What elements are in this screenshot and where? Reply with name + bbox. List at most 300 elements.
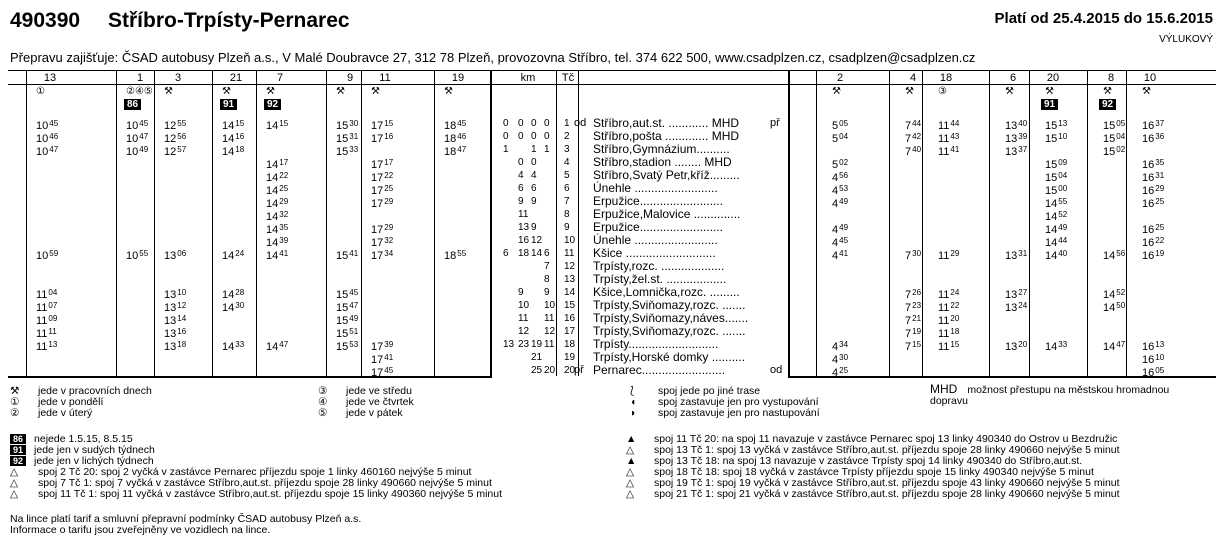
connection-note-icon: △ (626, 444, 635, 456)
trip-symbol: ① (36, 86, 45, 97)
stop-prefix-pr: př (574, 364, 584, 376)
stop-name: Únehle ......................... (593, 233, 718, 247)
departure-time: $14^{35}$ (266, 223, 289, 236)
departure-time: $18^{47}$ (444, 145, 467, 158)
legend-item (10, 408, 92, 419)
stop-name: Trpísty,Sviňomazy,náves....... (593, 311, 749, 325)
connection-note-icon: ▲ (626, 455, 637, 467)
km-value: 9 (531, 196, 537, 207)
mhd-text: možnost přestupu na městskou hromadnou dopravu (930, 384, 1170, 407)
stop-suffix-od: od (770, 364, 783, 376)
departure-time: $15^{41}$ (336, 249, 359, 262)
km-value: 18 (518, 248, 530, 259)
col-divider (26, 70, 27, 376)
departure-time: $14^{33}$ (1045, 340, 1068, 353)
departure-time: $15^{47}$ (336, 301, 359, 314)
left-box-bottom-edge (8, 376, 492, 378)
departure-time: $15^{10}$ (1045, 132, 1068, 145)
col-divider (212, 70, 213, 376)
col-divider (361, 70, 362, 376)
departure-time: $17^{17}$ (371, 158, 394, 171)
legend-item-icon: ⑤ (318, 407, 328, 419)
tc-value: 5 (564, 170, 570, 181)
tc-value: 13 (564, 274, 576, 285)
connection-note-icon: △ (10, 488, 19, 500)
departure-time: $14^{33}$ (222, 340, 245, 353)
km-value: 0 (531, 157, 537, 168)
badge-note-badge: 92 (10, 456, 26, 466)
km-value: 0 (518, 131, 524, 142)
departure-time: $7^{26}$ (905, 288, 922, 301)
legend-item-text: jede v pátek (346, 407, 403, 419)
km-value: 12 (531, 235, 543, 246)
connection-note-icon: △ (626, 477, 635, 489)
trip-symbol: ⚒ (222, 86, 231, 97)
trip-symbol: ⚒ (832, 86, 841, 97)
departure-time: $13^{27}$ (1005, 288, 1028, 301)
trip-symbol: ⚒ (266, 86, 275, 97)
footer-line: Informace o tarifu jsou zveřejněny ve vozidlech na lince. (10, 524, 271, 536)
trip-badge: 86 (124, 99, 141, 110)
departure-time: $16^{22}$ (1142, 236, 1165, 249)
line-name: Stříbro-Trpísty-Pernarec (108, 9, 350, 32)
departure-time: $14^{22}$ (266, 171, 289, 184)
km-value: 0 (503, 118, 509, 129)
footer-line: Na lince platí tarif a smluvní přepravní podmínky ČSAD autobusy Plzeň a.s. (10, 513, 362, 525)
km-value: 23 (518, 339, 530, 350)
header-top-line (8, 70, 1216, 71)
departure-time: $11^{43}$ (938, 132, 960, 145)
col-divider (256, 70, 257, 376)
legend-item-text: jede v pondělí (38, 396, 104, 408)
departure-time: $15^{30}$ (336, 119, 359, 132)
tc-value: 1 (564, 118, 570, 129)
line-number: 490390 (10, 9, 81, 32)
km-value: 11 (544, 339, 555, 350)
departure-time: $17^{29}$ (371, 223, 394, 236)
legend-item-text: spoj zastavuje jen pro nastupování (658, 407, 820, 419)
departure-time: $14^{47}$ (266, 340, 289, 353)
header-bottom-line (8, 84, 1216, 85)
departure-time: $14^{40}$ (1045, 249, 1068, 262)
departure-time: $13^{24}$ (1005, 301, 1028, 314)
connection-note (10, 489, 502, 500)
departure-time: $4^{56}$ (832, 171, 849, 184)
stop-name: Trpísty,Sviňomazy,rozc. ....... (593, 298, 746, 312)
badge-note-text: jede jen v sudých týdnech (34, 444, 155, 456)
badge-note-badge: 91 (10, 445, 26, 455)
stop-name: Erpužice,Malovice .............. (593, 207, 741, 221)
trip-badge: 92 (264, 99, 281, 110)
km-value: 4 (531, 170, 537, 181)
km-value: 11 (518, 209, 529, 220)
col-divider (116, 70, 117, 376)
stop-name: Stříbro,aut.st. ............ MHD (593, 116, 740, 130)
km-value: 6 (544, 248, 550, 259)
departure-time: $16^{25}$ (1142, 197, 1165, 210)
departure-time: $14^{44}$ (1045, 236, 1068, 249)
stop-name: Trpísty,Horské domky .......... (593, 350, 746, 364)
trip-symbol: ⚒ (336, 86, 345, 97)
departure-time: $16^{19}$ (1142, 249, 1165, 262)
departure-time: $11^{24}$ (938, 288, 960, 301)
stop-prefix-od: od (574, 117, 587, 129)
tc-header: Tč (561, 72, 575, 84)
tc-value: 8 (564, 209, 570, 220)
departure-time: $16^{05}$ (1142, 366, 1165, 379)
legend-item-icon: ◗ (630, 407, 637, 419)
km-value: 8 (544, 274, 550, 285)
connection-note-icon: △ (626, 488, 635, 500)
departure-time: $16^{36}$ (1142, 132, 1165, 145)
departure-time: $5^{04}$ (832, 132, 849, 145)
km-value: 9 (544, 287, 550, 298)
departure-time: $11^{44}$ (938, 119, 960, 132)
tc-divider (556, 70, 557, 376)
km-value: 19 (531, 339, 543, 350)
departure-time: $10^{45}$ (36, 119, 59, 132)
km-value: 12 (518, 326, 530, 337)
connection-note-icon: △ (10, 466, 19, 478)
legend-item-icon: ◖ (630, 396, 637, 408)
departure-time: $15^{51}$ (336, 327, 359, 340)
departure-time: $11^{20}$ (938, 314, 960, 327)
tc-value: 20 (564, 365, 576, 376)
departure-time: $4^{30}$ (832, 353, 849, 366)
departure-time: $14^{18}$ (222, 145, 245, 158)
col-divider (922, 70, 923, 376)
legend-item (318, 408, 403, 419)
col-divider (1087, 70, 1088, 376)
tc-value: 19 (564, 352, 576, 363)
departure-time: $14^{49}$ (1045, 223, 1068, 236)
trip-number: 1 (136, 72, 144, 84)
trip-symbol: ⚒ (164, 86, 173, 97)
trip-number: 18 (939, 72, 953, 84)
departure-time: $17^{15}$ (371, 119, 394, 132)
km-value: 16 (518, 235, 530, 246)
tc-value: 9 (564, 222, 570, 233)
connection-note-text: spoj 21 Tč 1: spoj 21 vyčká v zastávce Stříbro,aut.st. příjezdu spoje 28 linky 490660 nejvýše 5 minut (654, 488, 1120, 500)
km-value: 1 (531, 144, 537, 155)
stop-suffix-pr: př (770, 117, 780, 129)
col-divider (889, 70, 890, 376)
km-value: 10 (544, 300, 556, 311)
km-value: 25 (531, 365, 543, 376)
departure-time: $13^{10}$ (164, 288, 187, 301)
departure-time: $18^{55}$ (444, 249, 467, 262)
km-value: 0 (544, 118, 550, 129)
departure-time: $11^{04}$ (36, 288, 58, 301)
km-value: 6 (531, 183, 537, 194)
km-value: 6 (518, 183, 524, 194)
connection-note-text: spoj 7 Tč 1: spoj 7 vyčká v zastávce Stříbro,aut.st. příjezdu spoje 28 linky 490660 nejvýše 5 minut (38, 477, 492, 489)
col-divider (1126, 70, 1127, 376)
km-value: 6 (503, 248, 509, 259)
stop-name: Kšice ........................... (593, 246, 716, 260)
legend-item-icon: ⟅ (630, 385, 635, 397)
legend-item-icon: ② (10, 407, 20, 419)
departure-time: $13^{31}$ (1005, 249, 1028, 262)
km-value: 9 (518, 196, 524, 207)
trip-number: 21 (229, 72, 243, 84)
departure-time: $13^{14}$ (164, 314, 187, 327)
tc-value: 17 (564, 326, 576, 337)
departure-time: $7^{19}$ (905, 327, 922, 340)
trip-badge: 91 (220, 99, 237, 110)
departure-time: $15^{04}$ (1103, 132, 1126, 145)
km-value: 0 (518, 157, 524, 168)
col-divider (989, 70, 990, 376)
departure-time: $15^{04}$ (1045, 171, 1068, 184)
legend-item-icon: ③ (318, 385, 328, 397)
tc-value: 12 (564, 261, 576, 272)
departure-time: $10^{46}$ (36, 132, 59, 145)
departure-time: $4^{53}$ (832, 184, 849, 197)
departure-time: $14^{47}$ (1103, 340, 1126, 353)
departure-time: $13^{16}$ (164, 327, 187, 340)
connection-note-text: spoj 11 Tč 20: na spoj 11 navazuje v zastávce Pernarec spoj 13 linky 490340 do Ostrov u Bezdružic (654, 433, 1118, 445)
departure-time: $17^{45}$ (371, 366, 394, 379)
departure-time: $14^{32}$ (266, 210, 289, 223)
departure-time: $17^{22}$ (371, 171, 394, 184)
departure-time: $5^{05}$ (832, 119, 849, 132)
departure-time: $16^{31}$ (1142, 171, 1165, 184)
km-value: 21 (531, 352, 543, 363)
departure-time: $7^{40}$ (905, 145, 922, 158)
connection-note-text: spoj 13 Tč 18: na spoj 13 navazuje v zastávce Trpísty spoj 14 linky 490340 do Stříbro,aut.st. (654, 455, 1083, 467)
trip-symbol: ⚒ (1005, 86, 1014, 97)
departure-time: $17^{39}$ (371, 340, 394, 353)
stop-name: Stříbro,Gymnázium.......... (593, 142, 730, 156)
departure-time: $18^{46}$ (444, 132, 467, 145)
legend-item-icon: ④ (318, 396, 328, 408)
tc-value: 11 (564, 248, 575, 259)
km-value: 9 (531, 222, 537, 233)
departure-time: $15^{49}$ (336, 314, 359, 327)
trip-symbol: ⚒ (371, 86, 380, 97)
validity-period: Platí od 25.4.2015 do 15.6.2015 (994, 10, 1213, 27)
trip-symbol: ⚒ (905, 86, 914, 97)
departure-time: $14^{55}$ (1045, 197, 1068, 210)
km-value: 12 (544, 326, 556, 337)
mhd-label: MHD (930, 382, 958, 396)
departure-time: $13^{37}$ (1005, 145, 1028, 158)
tc-value: 4 (564, 157, 570, 168)
tc-value: 2 (564, 131, 570, 142)
stop-name: Kšice,Lomnička,rozc. ......... (593, 285, 740, 299)
col-divider (1029, 70, 1030, 376)
departure-time: $11^{11}$ (36, 327, 57, 340)
departure-time: $16^{13}$ (1142, 340, 1165, 353)
departure-time: $15^{45}$ (336, 288, 359, 301)
trip-badge: 91 (1041, 99, 1058, 110)
legend-item-text: jede ve čtvrtek (346, 396, 414, 408)
tc-value: 15 (564, 300, 576, 311)
legend-item-text: jede v úterý (38, 407, 93, 419)
km-value: 0 (544, 131, 550, 142)
tc-value: 7 (564, 196, 570, 207)
left-box-right-edge (490, 70, 492, 378)
departure-time: $12^{57}$ (164, 145, 187, 158)
tc-value: 16 (564, 313, 576, 324)
departure-time: $5^{02}$ (832, 158, 849, 171)
departure-time: $15^{53}$ (336, 340, 359, 353)
tc-divider-right (578, 70, 579, 376)
departure-time: $4^{45}$ (832, 236, 849, 249)
tc-value: 6 (564, 183, 570, 194)
km-value: 0 (531, 118, 537, 129)
departure-time: $11^{29}$ (938, 249, 960, 262)
departure-time: $4^{25}$ (832, 366, 849, 379)
departure-time: $13^{18}$ (164, 340, 187, 353)
departure-time: $14^{29}$ (266, 197, 289, 210)
legend-item-icon: ① (10, 396, 20, 408)
km-value: 9 (518, 287, 524, 298)
connection-note (626, 489, 1120, 500)
stop-name: Stříbro,stadion ........ MHD (593, 155, 732, 169)
stop-name: Erpužice......................... (593, 220, 724, 234)
km-value: 13 (503, 339, 515, 350)
departure-time: $7^{44}$ (905, 119, 922, 132)
km-value: 11 (518, 313, 529, 324)
stop-name: Erpužice......................... (593, 194, 724, 208)
departure-time: $14^{24}$ (222, 249, 245, 262)
trip-number: 10 (1143, 72, 1157, 84)
departure-time: $16^{37}$ (1142, 119, 1165, 132)
trip-symbol: ⚒ (1142, 86, 1151, 97)
departure-time: $4^{34}$ (832, 340, 849, 353)
connection-note-text: spoj 18 Tč 18: spoj 18 vyčká v zastávce Trpísty příjezdu spoje 15 linky 490340 nejvýše 5 minut (654, 466, 1094, 478)
departure-time: $7^{15}$ (905, 340, 922, 353)
col-divider (816, 70, 817, 376)
departure-time: $10^{47}$ (36, 145, 59, 158)
departure-time: $10^{47}$ (126, 132, 149, 145)
km-value: 20 (544, 365, 556, 376)
trip-symbol: ⚒ (1103, 86, 1112, 97)
trip-number: 7 (276, 72, 284, 84)
trip-number: 6 (1009, 72, 1017, 84)
km-value: 4 (518, 170, 524, 181)
exclusive-label: VÝLUKOVÝ (1159, 34, 1213, 45)
trip-number: 3 (174, 72, 182, 84)
trip-symbol: ③ (938, 86, 947, 97)
operator-info: Přepravu zajišťuje: ČSAD autobusy Plzeň a.s., V Malé Doubravce 27, 312 78 Plzeň, provozovna Stříbro, tel. 374 622 500, www.csadplzen.cz, csadplzen@csadplzen.cz (10, 50, 976, 65)
departure-time: $11^{18}$ (938, 327, 960, 340)
km-value: 0 (518, 118, 524, 129)
trip-number: 11 (379, 72, 391, 84)
departure-time: $11^{09}$ (36, 314, 58, 327)
departure-time: $11^{22}$ (938, 301, 960, 314)
km-value: 1 (544, 144, 550, 155)
departure-time: $16^{35}$ (1142, 158, 1165, 171)
departure-time: $15^{00}$ (1045, 184, 1068, 197)
km-value: 11 (544, 313, 555, 324)
trip-symbol: ⚒ (444, 86, 453, 97)
tc-value: 3 (564, 144, 570, 155)
departure-time: $7^{23}$ (905, 301, 922, 314)
departure-time: $14^{15}$ (266, 119, 289, 132)
departure-time: $14^{50}$ (1103, 301, 1126, 314)
col-divider (154, 70, 155, 376)
legend-item-text: spoj jede po jiné trase (658, 385, 761, 397)
departure-time: $14^{52}$ (1045, 210, 1068, 223)
departure-time: $17^{16}$ (371, 132, 394, 145)
departure-time: $10^{45}$ (126, 119, 149, 132)
departure-time: $10^{49}$ (126, 145, 149, 158)
connection-note-text: spoj 13 Tč 1: spoj 13 vyčká v zastávce Stříbro,aut.st. příjezdu spoje 28 linky 490660 nejvýše 5 minut (654, 444, 1120, 456)
departure-time: $15^{09}$ (1045, 158, 1068, 171)
departure-time: $4^{49}$ (832, 197, 849, 210)
legend-item-icon: ⚒ (10, 385, 20, 397)
stop-name: Trpísty........................... (593, 337, 719, 351)
km-value: 0 (503, 131, 509, 142)
timetable-grid (8, 70, 1216, 378)
departure-time: $7^{30}$ (905, 249, 922, 262)
right-box-left-edge (788, 70, 790, 378)
departure-time: $13^{12}$ (164, 301, 187, 314)
trip-symbol: ②④⑤ (126, 86, 153, 97)
departure-time: $11^{15}$ (938, 340, 960, 353)
stop-name: Pernarec......................... (593, 363, 726, 377)
legend-item-text: jede ve středu (346, 385, 412, 397)
km-value: 14 (531, 248, 543, 259)
km-value: 13 (518, 222, 530, 233)
trip-number: 2 (836, 72, 844, 84)
connection-note-text: spoj 19 Tč 1: spoj 19 vyčká v zastávce Stříbro,aut.st. příjezdu spoje 43 linky 490660 nejvýše 5 minut (654, 477, 1120, 489)
tc-value: 10 (564, 235, 576, 246)
trip-badge: 92 (1099, 99, 1116, 110)
badge-note-text: jede jen v lichých týdnech (34, 455, 154, 467)
km-value: 10 (518, 300, 530, 311)
trip-number: 19 (451, 72, 465, 84)
legend-item (630, 408, 820, 419)
col-divider (434, 70, 435, 376)
departure-time: $14^{16}$ (222, 132, 245, 145)
tc-value: 14 (564, 287, 576, 298)
connection-note-icon: △ (626, 466, 635, 478)
tc-value: 18 (564, 339, 576, 350)
departure-time: $17^{32}$ (371, 236, 394, 249)
col-divider (326, 70, 327, 376)
departure-time: $17^{29}$ (371, 197, 394, 210)
departure-time: $11^{41}$ (938, 145, 960, 158)
badge-note-badge: 86 (10, 434, 26, 444)
stop-name: Únehle ......................... (593, 181, 718, 195)
departure-time: $14^{56}$ (1103, 249, 1126, 262)
departure-time: $17^{34}$ (371, 249, 394, 262)
departure-time: $13^{20}$ (1005, 340, 1028, 353)
km-value: 0 (531, 131, 537, 142)
badge-note-text: nejede 1.5.15, 8.5.15 (34, 433, 133, 445)
departure-time: $13^{40}$ (1005, 119, 1028, 132)
departure-time: $4^{41}$ (832, 249, 849, 262)
departure-time: $15^{13}$ (1045, 119, 1068, 132)
connection-note-text: spoj 2 Tč 20: spoj 2 vyčká v zastávce Pernarec příjezdu spoje 1 linky 460160 nejvýše 5 minut (38, 466, 472, 478)
stop-name: Stříbro,Svatý Petr,kříž......... (593, 168, 740, 182)
departure-time: $7^{21}$ (905, 314, 922, 327)
stop-name: Trpísty,rozc. ................... (593, 259, 725, 273)
departure-time: $14^{39}$ (266, 236, 289, 249)
stop-name: Trpísty,Sviňomazy,rozc. ....... (593, 324, 746, 338)
departure-time: $15^{31}$ (336, 132, 359, 145)
trip-symbol: ⚒ (1045, 86, 1054, 97)
stop-name: Stříbro,pošta ............. MHD (593, 129, 740, 143)
departure-time: $14^{41}$ (266, 249, 289, 262)
trip-number: 8 (1107, 72, 1115, 84)
departure-time: $17^{41}$ (371, 353, 394, 366)
departure-time: $14^{30}$ (222, 301, 245, 314)
